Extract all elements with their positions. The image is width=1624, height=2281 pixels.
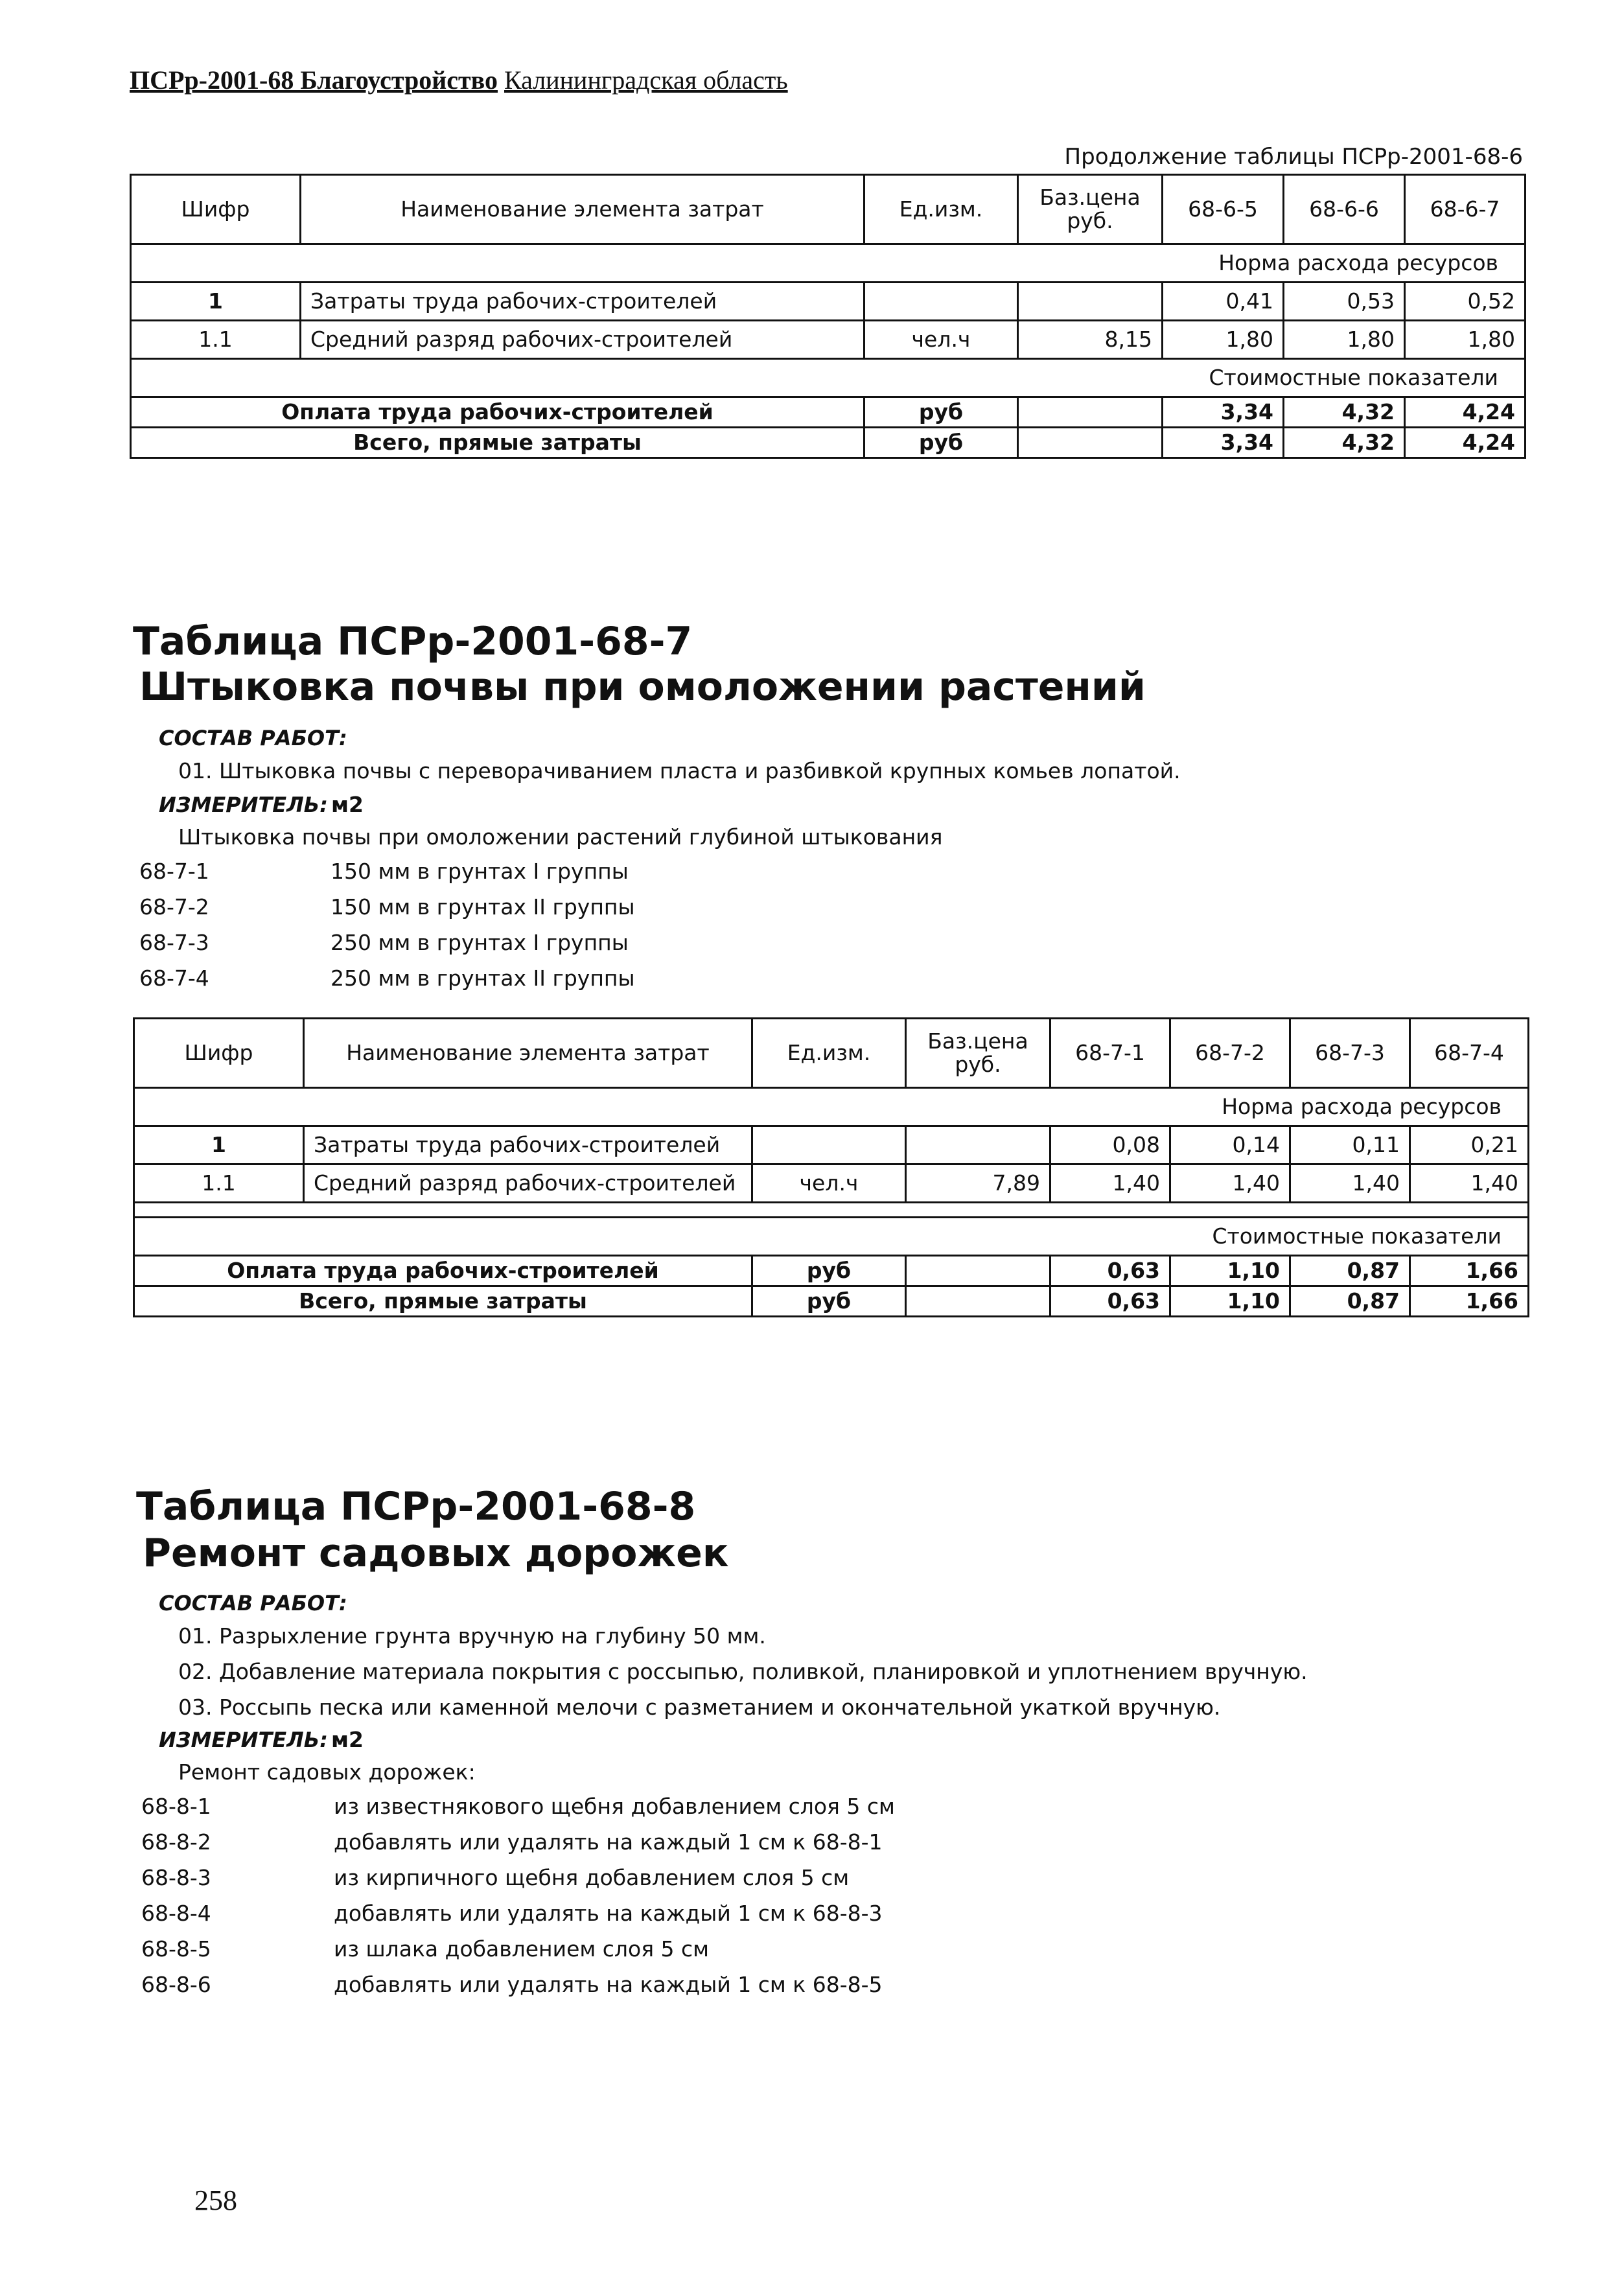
cell: [752, 1126, 906, 1164]
item-desc: добавлять или удалять на каждый 1 см к 68-8-5: [334, 1972, 883, 1997]
item-desc: 250 мм в грунтах II группы: [331, 966, 635, 991]
cell: 4,24: [1405, 428, 1525, 458]
col-header: 68-6-6: [1284, 175, 1405, 244]
cell: [906, 1286, 1050, 1317]
meter: [159, 1727, 364, 1752]
cell: [906, 1126, 1050, 1164]
item-desc: 150 мм в грунтах II группы: [331, 894, 635, 920]
col-header: Наименование элемента затрат: [301, 175, 864, 244]
cell: 1,80: [1405, 321, 1525, 359]
work-item: 03. Россыпь песка или каменной мелочи с разметанием и окончательной укаткой вручную.: [178, 1695, 1221, 1720]
cell: Средний разряд рабочих-строителей: [301, 321, 864, 359]
cell: Затраты труда рабочих-строителей: [304, 1126, 752, 1164]
cell: [1018, 428, 1163, 458]
cell: 1: [134, 1126, 304, 1164]
cell: 4,32: [1284, 397, 1405, 428]
cell: [906, 1256, 1050, 1286]
col-header: Шифр: [131, 175, 301, 244]
cell: Затраты труда рабочих-строителей: [301, 283, 864, 321]
table-row: [134, 1126, 1529, 1164]
cell: 0,41: [1163, 283, 1284, 321]
cell: 1,40: [1290, 1164, 1410, 1203]
cell: 1,80: [1284, 321, 1405, 359]
cell: [864, 283, 1018, 321]
cell: 3,34: [1163, 428, 1284, 458]
section-title: Таблица ПСРр-2001-68-7: [133, 619, 693, 664]
page-number: 258: [194, 2184, 237, 2216]
work-item: 01. Разрыхление грунта вручную на глубину 50 мм.: [178, 1623, 766, 1649]
total-row: [134, 1256, 1529, 1286]
col-header: Наименование элемента затрат: [304, 1019, 752, 1088]
col-header: Ед.изм.: [864, 175, 1018, 244]
table-continuation-note: Продолжение таблицы ПСРр-2001-68-6: [1064, 144, 1523, 170]
total-row: [131, 397, 1525, 428]
item-desc: добавлять или удалять на каждый 1 см к 68-8-1: [334, 1829, 883, 1855]
item-desc: 250 мм в грунтах I группы: [331, 930, 629, 955]
cell: 1,80: [1163, 321, 1284, 359]
cell: 0,63: [1050, 1286, 1170, 1317]
item-desc: из известнякового щебня добавлением слоя 5 см: [334, 1794, 895, 1819]
cell: Всего, прямые затраты: [131, 428, 864, 458]
cell: чел.ч: [864, 321, 1018, 359]
item-code: 68-8-2: [141, 1829, 211, 1855]
cell: 3,34: [1163, 397, 1284, 428]
item-desc: 150 мм в грунтах I группы: [331, 859, 629, 884]
header-region: Калининградская область: [504, 65, 788, 95]
works-label: СОСТАВ РАБОТ:: [159, 1591, 347, 1615]
cell: 0,11: [1290, 1126, 1410, 1164]
cell: 4,24: [1405, 397, 1525, 428]
cell: 0,21: [1410, 1126, 1529, 1164]
works-label: СОСТАВ РАБОТ:: [159, 726, 347, 750]
norm-label: Норма расхода ресурсов: [131, 244, 1525, 283]
cell: 1,10: [1170, 1256, 1290, 1286]
item-desc: добавлять или удалять на каждый 1 см к 68-8-3: [334, 1901, 883, 1926]
cell: [1018, 397, 1163, 428]
cell: 1: [131, 283, 301, 321]
item-code: 68-7-4: [139, 966, 209, 991]
cell: руб: [752, 1286, 906, 1317]
work-item: 02. Добавление материала покрытия с россыпью, поливкой, планировкой и уплотнением вручную.: [178, 1659, 1308, 1684]
item-code: 68-8-5: [141, 1936, 211, 1962]
meter-value: м2: [331, 1727, 364, 1752]
total-row: [134, 1286, 1529, 1317]
item-code: 68-7-3: [139, 930, 209, 955]
cell: 1.1: [134, 1164, 304, 1203]
norm-label: Норма расхода ресурсов: [134, 1088, 1529, 1126]
table-header-row: [134, 1019, 1529, 1088]
col-header: 68-7-4: [1410, 1019, 1529, 1088]
col-header: Шифр: [134, 1019, 304, 1088]
work-item: 01. Штыковка почвы с переворачиванием пласта и разбивкой крупных комьев лопатой.: [178, 758, 1181, 783]
table-row: [131, 283, 1525, 321]
col-header: 68-7-3: [1290, 1019, 1410, 1088]
cell: 4,32: [1284, 428, 1405, 458]
cell: 1,66: [1410, 1286, 1529, 1317]
page-header: [130, 65, 788, 95]
items-intro: Штыковка почвы при омоложении растений глубиной штыкования: [178, 824, 943, 850]
item-code: 68-8-3: [141, 1865, 211, 1890]
section-title: Таблица ПСРр-2001-68-8: [136, 1484, 696, 1529]
table-row: [131, 321, 1525, 359]
item-code: 68-7-1: [139, 859, 209, 884]
col-header: 68-6-5: [1163, 175, 1284, 244]
cell: руб: [864, 397, 1018, 428]
meter-value: м2: [331, 792, 364, 817]
col-header: Баз.цена руб.: [1018, 175, 1163, 244]
header-code: ПСРр-2001-68 Благоустройство: [130, 65, 498, 95]
table-row: [134, 1164, 1529, 1203]
cell: 0,53: [1284, 283, 1405, 321]
cell: 1,66: [1410, 1256, 1529, 1286]
cell: чел.ч: [752, 1164, 906, 1203]
cell: руб: [752, 1256, 906, 1286]
item-code: 68-7-2: [139, 894, 209, 920]
meter-label: ИЗМЕРИТЕЛЬ:: [159, 1728, 328, 1752]
col-header: Баз.цена руб.: [906, 1019, 1050, 1088]
cell: 1,10: [1170, 1286, 1290, 1317]
cell: [1018, 283, 1163, 321]
item-code: 68-8-6: [141, 1972, 211, 1997]
cell: 1,40: [1050, 1164, 1170, 1203]
cell: 1,40: [1170, 1164, 1290, 1203]
table-header-row: [131, 175, 1525, 244]
cell: Оплата труда рабочих-строителей: [134, 1256, 752, 1286]
cell: 0,63: [1050, 1256, 1170, 1286]
cost-label: Стоимостные показатели: [131, 359, 1525, 397]
cell: Оплата труда рабочих-строителей: [131, 397, 864, 428]
cell: 0,87: [1290, 1256, 1410, 1286]
cell: 0,87: [1290, 1286, 1410, 1317]
cell: 1,40: [1410, 1164, 1529, 1203]
meter-label: ИЗМЕРИТЕЛЬ:: [159, 793, 328, 817]
cell: 1.1: [131, 321, 301, 359]
items-intro: Ремонт садовых дорожек:: [178, 1759, 476, 1785]
col-header: 68-7-1: [1050, 1019, 1170, 1088]
item-code: 68-8-1: [141, 1794, 211, 1819]
col-header: 68-7-2: [1170, 1019, 1290, 1088]
cell: 0,52: [1405, 283, 1525, 321]
col-header: Ед.изм.: [752, 1019, 906, 1088]
section-subtitle: Ремонт садовых дорожек: [143, 1531, 729, 1576]
col-header: 68-6-7: [1405, 175, 1525, 244]
item-desc: из шлака добавлением слоя 5 см: [334, 1936, 710, 1962]
cell: 0,08: [1050, 1126, 1170, 1164]
cell: Средний разряд рабочих-строителей: [304, 1164, 752, 1203]
resource-table-68-7: [133, 1017, 1529, 1317]
cell: Всего, прямые затраты: [134, 1286, 752, 1317]
cost-label: Стоимостные показатели: [134, 1218, 1529, 1256]
total-row: [131, 428, 1525, 458]
cell: 7,89: [906, 1164, 1050, 1203]
item-code: 68-8-4: [141, 1901, 211, 1926]
section-subtitle: Штыковка почвы при омоложении растений: [139, 664, 1146, 710]
resource-table-68-6: [130, 174, 1526, 459]
cell: руб: [864, 428, 1018, 458]
cell: 0,14: [1170, 1126, 1290, 1164]
meter: [159, 792, 364, 817]
cell: 8,15: [1018, 321, 1163, 359]
item-desc: из кирпичного щебня добавлением слоя 5 см: [334, 1865, 850, 1890]
